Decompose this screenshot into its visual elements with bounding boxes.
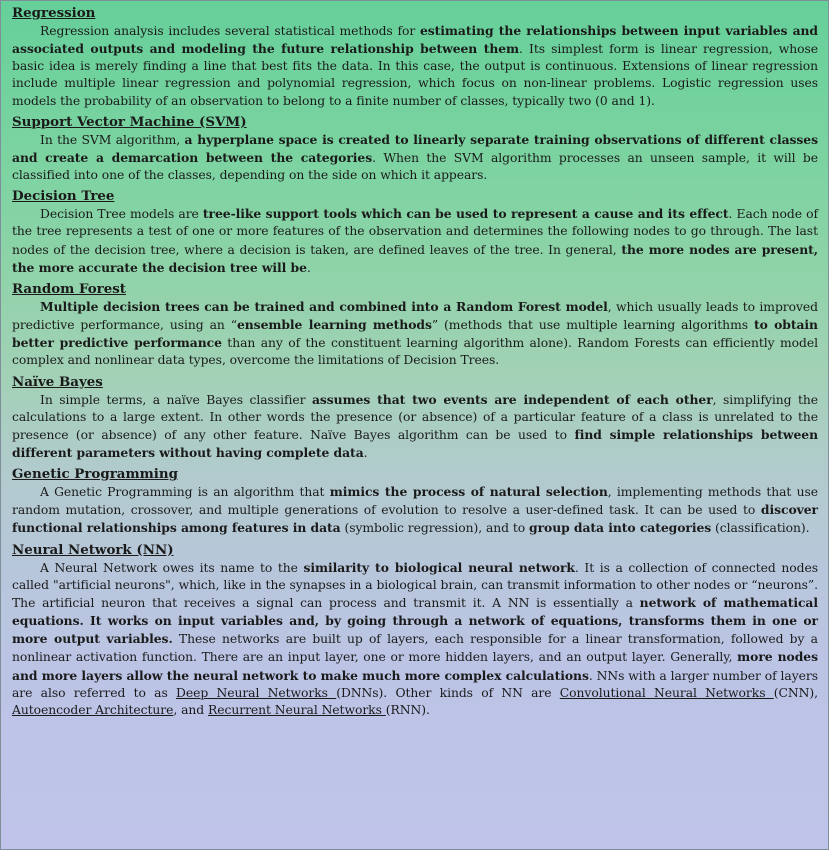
section-svm	[12, 113, 818, 184]
text-run: . NNs with a larger number of layers are also referred to as	[12, 668, 818, 700]
section-body	[12, 205, 818, 277]
section-decision-tree	[12, 187, 818, 277]
text-run: , and	[173, 702, 208, 717]
bold-phrase: similarity to biological neural network	[303, 559, 575, 575]
text-run: A Genetic Programming is an algorithm that	[40, 485, 330, 500]
text-run: (classification).	[711, 521, 810, 536]
bold-phrase: network of mathematical equations. It works on input variables and, by going through a network of equations, transforms them in one or more output variables.	[12, 594, 818, 647]
section-body	[12, 559, 818, 719]
section-random-forest	[12, 280, 818, 370]
bold-phrase: tree-like support tools which can be used to represent a cause and its effect	[202, 206, 729, 222]
bold-phrase: mimics the process of natural selection	[329, 484, 608, 500]
underlined-term: Recurrent Neural Networks	[208, 702, 386, 717]
text-run: (RNN).	[385, 702, 430, 717]
bold-phrase: a hyperplane space is created to linearly separate training observations of different classes and create a demarcation between the categories	[12, 131, 818, 165]
section-naive-bayes	[12, 373, 818, 463]
section-genetic-programming	[12, 465, 818, 537]
section-neural-network	[12, 541, 818, 719]
text-run: In the SVM algorithm,	[40, 132, 185, 147]
text-run: (symbolic regression), and to	[340, 521, 529, 536]
text-run: ” (methods that use multiple learning algorithms	[431, 318, 754, 333]
bold-phrase: group data into categories	[529, 520, 712, 536]
section-body	[12, 131, 818, 184]
text-run: (CNN),	[773, 685, 818, 700]
bold-phrase: find simple relationships between different parameters without having complete data	[12, 426, 818, 460]
section-title: Neural Network (NN)	[12, 541, 174, 558]
bold-phrase: to obtain better predictive performance	[12, 317, 818, 351]
section-title: Support Vector Machine (SVM)	[12, 113, 247, 130]
text-run: , implementing methods that use random mutation, crossover, and multiple generations of evolution to resolve a user-defined task. It can be used to	[12, 485, 818, 518]
section-title: Regression	[12, 5, 96, 21]
section-body	[12, 22, 818, 110]
text-run: . When the SVM algorithm processes an unseen sample, it will be classified into one of the classes, depending on the side on which it appears.	[12, 150, 818, 183]
section-body	[12, 391, 818, 463]
text-run: .	[363, 445, 368, 460]
bold-phrase: discover functional relationships among features in data	[12, 502, 818, 536]
text-run: Decision Tree models are	[40, 207, 203, 222]
text-run: Regression analysis includes several statistical methods for	[40, 24, 420, 38]
text-run: , simplifying the calculations to a large extent. In other words the presence (or absence) of a particular feature of a class is unrelated to the presence (or absence) of any other feature. Naïve Bayes algorithm can be used to	[12, 392, 819, 442]
text-run: . It is a collection of connected nodes called "artificial neurons", which, like in the synapses in a biological brain, can transmit information to other nodes or “neurons”. The artificial neuron that receives a signal can process and transmit it. A NN is essentially a	[12, 560, 818, 610]
section-title: Decision Tree	[12, 188, 115, 205]
section-regression	[12, 4, 818, 110]
section-body	[12, 298, 818, 370]
section-title: Random Forest	[12, 280, 126, 297]
bold-phrase: more nodes and more layers allow the neural network to make much more complex calculations	[12, 649, 818, 683]
underlined-term: Convolutional Neural Networks	[559, 685, 774, 700]
text-run: (DNNs). Other kinds of NN are	[336, 685, 560, 700]
text-run: . Its simplest form is linear regression, whose basic idea is merely finding a line that best fits the data. In this case, the output is continuous. Extensions of linear regression include multiple linear regression and polynomial regression, which focus on non-linear problems. Logistic regression uses models the probability of an observation to belong to a finite number of classes, typically two (0 and 1).	[12, 42, 818, 108]
text-run: than any of the constituent learning algorithm alone). Random Forests can efficiently model complex and nonlinear data types, overcome the limitations of Decision Trees.	[12, 336, 819, 368]
underlined-term: Deep Neural Networks	[176, 685, 337, 700]
section-title: Naïve Bayes	[12, 373, 103, 390]
bold-phrase: ensemble learning methods	[236, 317, 432, 333]
underlined-term: Autoencoder Architecture	[12, 702, 174, 717]
text-run: . Each node of the tree represents a test of one or more features of the observation and determines the following nodes to go through. The last nodes of the decision tree, where a decision is taken, are defined leaves of the tree. In general,	[12, 207, 818, 257]
section-body	[12, 483, 818, 537]
text-run: In simple terms, a naïve Bayes classifier	[40, 392, 312, 407]
bold-phrase: the more nodes are present, the more accurate the decision tree will be	[12, 241, 818, 275]
bold-phrase: Multiple decision trees can be trained and combined into a Random Forest model	[40, 298, 608, 314]
text-run: These networks are built up of layers, each responsible for a linear transformation, followed by a nonlinear activation function. There are an input layer, one or more hidden layers, and an output layer. Generally,	[12, 632, 818, 665]
section-title: Genetic Programming	[12, 466, 178, 483]
text-run: , which usually leads to improved predictive performance, using an “	[12, 299, 818, 333]
text-run: .	[306, 260, 311, 275]
text-run: A Neural Network owes its name to the	[40, 560, 304, 575]
bold-phrase: assumes that two events are independent of each other	[311, 391, 713, 407]
bold-phrase: estimating the relationships between input variables and associated outputs and modeling the future relationship between them	[12, 23, 819, 57]
